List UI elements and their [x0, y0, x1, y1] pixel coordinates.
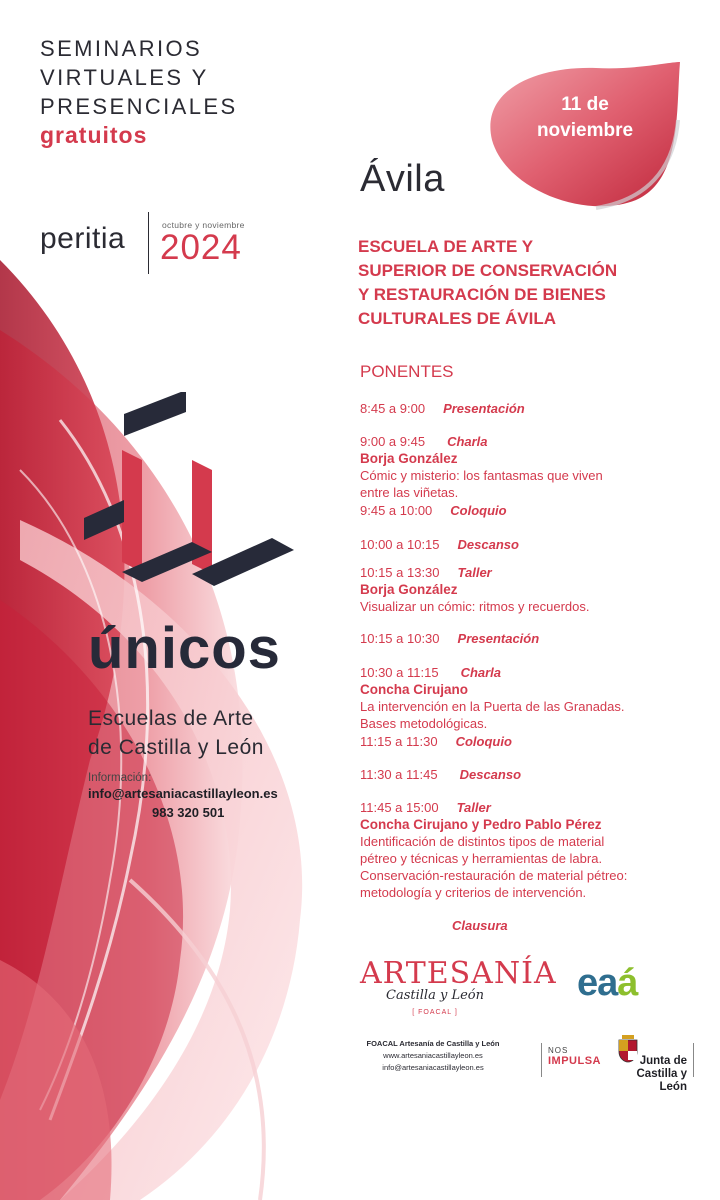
artesania-logo-tag: [ FOACAL ] [412, 1009, 458, 1016]
contact-email-link[interactable]: info@artesaniacastillayleon.es [88, 786, 278, 801]
junta-logo-text [612, 1055, 687, 1094]
schedule-kind: Taller [456, 800, 491, 815]
schedule-time: 10:00 a 10:15 [360, 537, 440, 552]
heading-line-2: VIRTUALES Y [40, 65, 209, 90]
unicos-logo-icon [82, 392, 296, 592]
event-city: Ávila [360, 158, 445, 200]
schedule-item [360, 536, 690, 553]
nos-label: NOS [548, 1046, 569, 1055]
schedule-item [360, 664, 690, 732]
clausura-label: Clausura [452, 918, 508, 933]
impulsa-label: IMPULSA [548, 1055, 601, 1067]
eaa-logo-a: a [597, 962, 618, 1004]
eaa-logo [577, 962, 637, 1005]
schedule-kind: Charla [447, 434, 488, 449]
brand-divider [148, 212, 149, 274]
schedule-item [360, 433, 690, 501]
contact-phone: 983 320 501 [152, 805, 225, 820]
eaa-logo-a-accent: á [617, 962, 638, 1004]
schedule-desc-line: Conservación-restauración de material pétreo: [360, 868, 628, 883]
schedule-kind: Charla [460, 665, 502, 680]
event-date [500, 92, 670, 144]
event-school [358, 235, 698, 331]
heading-line-3: PRESENCIALES [40, 94, 238, 119]
schedule-desc-line: entre las viñetas. [360, 485, 459, 500]
foacal-name: FOACAL Artesanía de Castilla y León [366, 1039, 500, 1048]
schedule-kind: Presentación [443, 401, 525, 416]
schedule-speaker: Borja González [360, 582, 458, 597]
schedule-item [360, 502, 690, 519]
schedule-kind: Descanso [457, 537, 519, 552]
schedule-speaker: Concha Cirujano y Pedro Pablo Pérez [360, 817, 602, 832]
junta-line-1: Junta de [639, 1055, 687, 1067]
event-date-month: noviembre [536, 120, 634, 141]
peritia-brand: peritia [40, 222, 126, 255]
schedule-item [360, 630, 690, 647]
schedule-desc-line: metodología y criterios de intervención. [360, 885, 587, 900]
schedule-time: 10:30 a 11:15 [360, 665, 439, 680]
brand-year: 2024 [160, 228, 242, 267]
unicos-logo-text: únicos [88, 616, 281, 681]
school-line-3: Y RESTAURACIÓN DE BIENES [358, 285, 606, 304]
eaa-logo-e: e [577, 962, 598, 1004]
ponentes-heading: PONENTES [360, 362, 454, 381]
heading-line-1: SEMINARIOS [40, 36, 203, 61]
schedule-item [360, 733, 690, 750]
school-line-4: CULTURALES DE ÁVILA [358, 309, 557, 328]
schedule-item [360, 766, 690, 783]
nos-impulsa [548, 1046, 601, 1066]
schedule-time: 10:15 a 13:30 [360, 565, 440, 580]
unicos-subtitle [88, 704, 264, 762]
schedule-time: 8:45 a 9:00 [360, 401, 426, 416]
schedule-item [360, 799, 690, 901]
foacal-info [358, 1038, 508, 1074]
schedule-desc-line: Bases metodológicas. [360, 716, 488, 731]
schedule-desc-line: La intervención en la Puerta de las Granadas. [360, 699, 625, 714]
schedule-item [360, 564, 690, 615]
schedule-speaker: Concha Cirujano [360, 682, 469, 697]
unicos-subtitle-line-2: de Castilla y León [88, 736, 264, 759]
brand-period: octubre y noviembre [162, 220, 245, 230]
sponsor-divider-left [541, 1043, 542, 1077]
schedule-time: 9:45 a 10:00 [360, 503, 433, 518]
schedule-time: 11:45 a 15:00 [360, 800, 439, 815]
schedule-desc-line: Visualizar un cómic: ritmos y recuerdos. [360, 599, 590, 614]
artesania-logo-word: ARTESANÍA [360, 956, 557, 991]
contact-label: Información: [88, 772, 152, 784]
artesania-logo [360, 956, 557, 1016]
unicos-subtitle-line-1: Escuelas de Arte [88, 707, 254, 730]
event-date-day: 11 de [561, 94, 609, 115]
schedule-kind: Coloquio [455, 734, 512, 749]
schedule-kind: Descanso [459, 767, 522, 782]
junta-line-2: Castilla y León [636, 1068, 687, 1093]
schedule-kind: Coloquio [450, 503, 507, 518]
sponsor-divider-right [693, 1043, 694, 1077]
heading-free: gratuitos [40, 122, 148, 148]
foacal-email-link[interactable]: info@artesaniacastillayleon.es [382, 1063, 484, 1072]
schedule-kind: Presentación [457, 631, 540, 646]
schedule-desc-line: pétreo y técnicas y herramientas de labra. [360, 851, 603, 866]
schedule-time: 11:30 a 11:45 [360, 767, 438, 782]
school-line-2: SUPERIOR DE CONSERVACIÓN [358, 261, 618, 280]
schedule-time: 10:15 a 10:30 [360, 631, 440, 646]
schedule-desc-line: Cómic y misterio: los fantasmas que viven [360, 468, 603, 483]
foacal-web-link[interactable]: www.artesaniacastillayleon.es [383, 1051, 483, 1060]
schedule-time: 11:15 a 11:30 [360, 734, 438, 749]
schedule-kind: Taller [457, 565, 492, 580]
school-line-1: ESCUELA DE ARTE Y [358, 237, 534, 256]
artesania-logo-script: Castilla y León [386, 988, 484, 1003]
seminar-heading [40, 34, 238, 150]
schedule-time: 9:00 a 9:45 [360, 434, 426, 449]
schedule-speaker: Borja González [360, 451, 458, 466]
schedule-item [360, 400, 690, 417]
schedule-desc-line: Identificación de distintos tipos de material [360, 834, 605, 849]
